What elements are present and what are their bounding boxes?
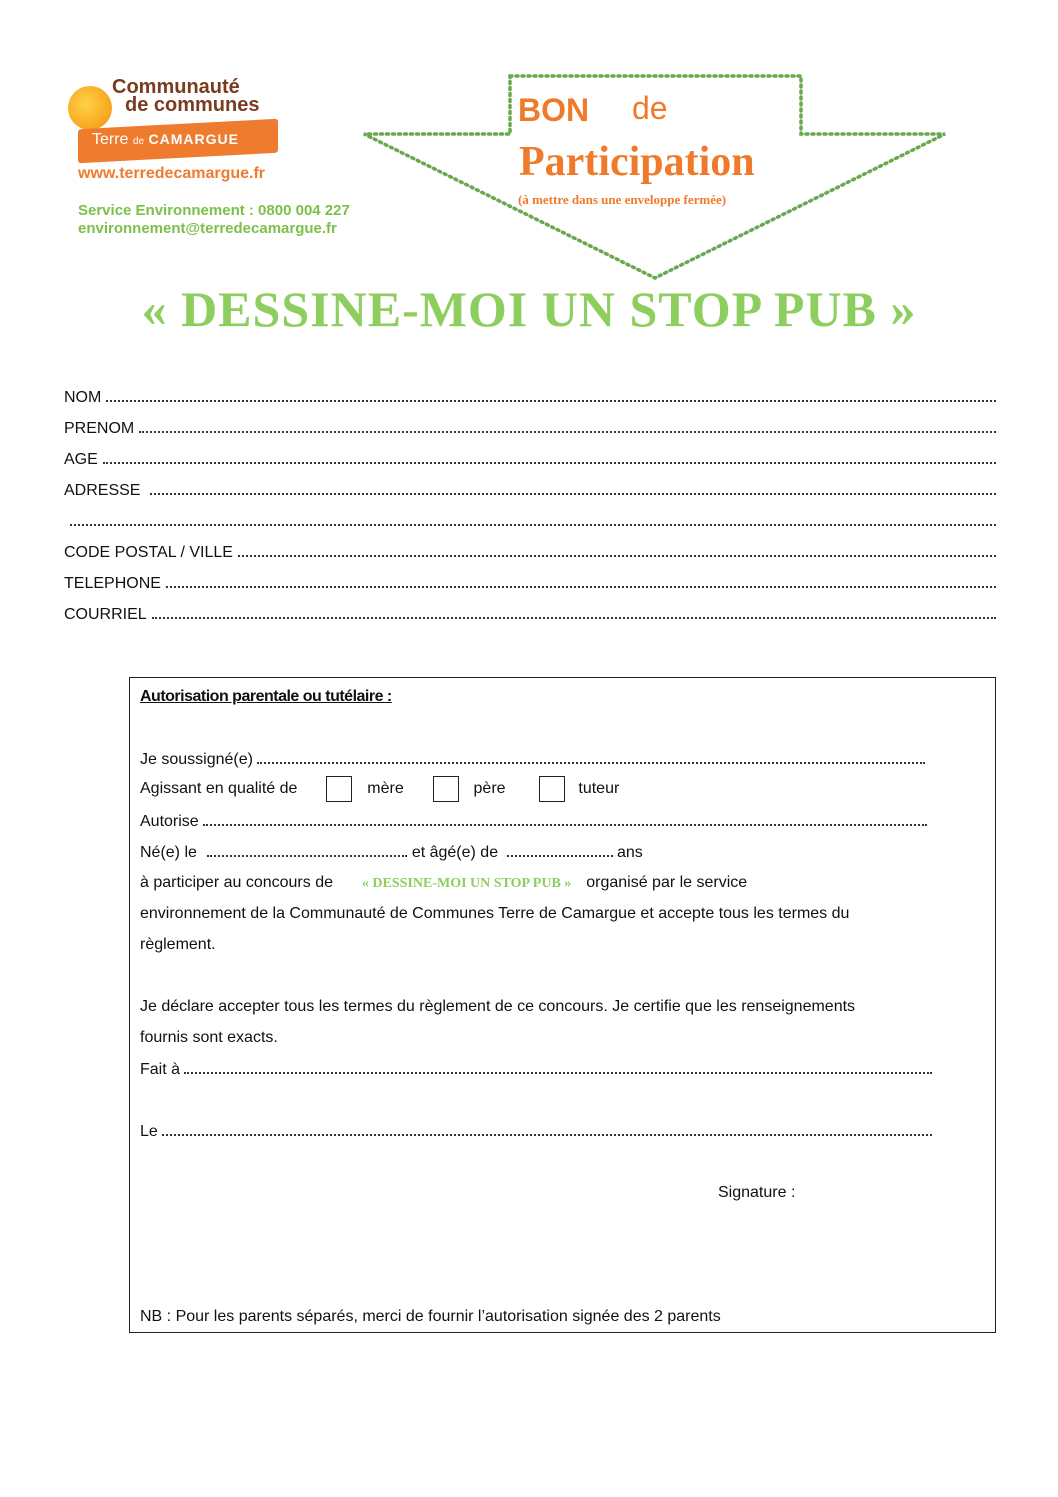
- qualite-line: [140, 776, 619, 802]
- telephone-input-line[interactable]: [166, 574, 996, 588]
- header-participation: Participation: [519, 139, 755, 185]
- header-bon: BON: [518, 92, 590, 128]
- naissance-line: [140, 843, 643, 862]
- declare-line-2: fournis sont exacts.: [140, 1029, 278, 1046]
- logo-line-1: Communauté: [112, 76, 240, 98]
- reglement-line: règlement.: [140, 936, 216, 953]
- organise-label: organisé par le service: [586, 874, 748, 891]
- courriel-field[interactable]: [64, 605, 996, 627]
- logo-band-de: de: [132, 136, 145, 147]
- age-de-input-line[interactable]: [507, 843, 613, 857]
- autorise-line[interactable]: [140, 812, 927, 831]
- agissant-label: Agissant en qualité de: [140, 780, 298, 798]
- adresse-label: ADRESSE: [64, 482, 141, 499]
- header-de: de: [632, 90, 668, 126]
- fait-a-input-line[interactable]: [184, 1060, 932, 1074]
- ans-label: ans: [617, 844, 643, 861]
- adresse-field[interactable]: [64, 481, 996, 503]
- ne-le-input-line[interactable]: [207, 843, 407, 857]
- logo-band-prefix: Terre: [92, 131, 129, 148]
- contest-name: « DESSINE-MOI UN STOP PUB »: [361, 876, 572, 891]
- le-input-line[interactable]: [162, 1122, 932, 1136]
- age-de-label: et âgé(e) de: [411, 844, 499, 861]
- logo-line-2: de communes: [125, 94, 260, 116]
- code-postal-label: CODE POSTAL / VILLE: [64, 544, 233, 561]
- pere-checkbox[interactable]: [433, 776, 459, 802]
- nom-label: NOM: [64, 389, 102, 406]
- page-title: « DESSINE-MOI UN STOP PUB »: [141, 281, 917, 337]
- pere-label: père: [473, 780, 506, 798]
- mere-checkbox[interactable]: [326, 776, 352, 802]
- logo-sun-icon: [68, 86, 112, 130]
- courriel-input-line[interactable]: [152, 605, 996, 619]
- ne-le-label: Né(e) le: [140, 844, 197, 861]
- header-note: (à mettre dans une enveloppe fermée): [518, 192, 727, 207]
- logo-band-name: CAMARGUE: [148, 131, 239, 147]
- prenom-input-line[interactable]: [139, 419, 996, 433]
- prenom-field[interactable]: [64, 419, 996, 441]
- environnement-line: environnement de la Communauté de Communes Terre de Camargue et accepte tous les termes du: [140, 905, 850, 922]
- tuteur-label: tuteur: [578, 780, 620, 798]
- fait-a-line[interactable]: [140, 1060, 932, 1079]
- prenom-label: PRENOM: [64, 420, 135, 437]
- autorise-input-line[interactable]: [203, 812, 927, 826]
- adresse-input-line[interactable]: [150, 481, 996, 495]
- soussigne-line[interactable]: [140, 750, 925, 769]
- nom-input-line[interactable]: [106, 388, 996, 402]
- tuteur-checkbox[interactable]: [539, 776, 565, 802]
- autorise-label: Autorise: [140, 813, 199, 830]
- declare-line-1: Je déclare accepter tous les termes du règlement de ce concours. Je certifie que les renseignements: [140, 998, 856, 1015]
- telephone-label: TELEPHONE: [64, 575, 161, 592]
- service-email[interactable]: environnement@terredecamargue.fr: [78, 220, 337, 237]
- nom-field[interactable]: [64, 388, 996, 410]
- le-label: Le: [140, 1123, 158, 1140]
- courriel-label: COURRIEL: [64, 606, 147, 623]
- adresse-field-2[interactable]: [70, 512, 996, 534]
- mere-label: mère: [367, 780, 404, 798]
- code-postal-input-line[interactable]: [238, 543, 996, 557]
- soussigne-input-line[interactable]: [257, 750, 925, 764]
- participer-label: à participer au concours de: [140, 874, 333, 891]
- website-link[interactable]: www.terredecamargue.fr: [78, 165, 266, 182]
- le-line[interactable]: [140, 1122, 932, 1141]
- participer-line: [140, 874, 747, 892]
- adresse-input-line-2[interactable]: [70, 512, 996, 526]
- fait-a-label: Fait à: [140, 1061, 181, 1078]
- telephone-field[interactable]: [64, 574, 996, 596]
- age-field[interactable]: [64, 450, 996, 472]
- age-label: AGE: [64, 451, 98, 468]
- nb-note: NB : Pour les parents séparés, merci de fournir l’autorisation signée des 2 parents: [140, 1308, 721, 1325]
- signature-label: Signature :: [718, 1184, 796, 1201]
- authorization-title: Autorisation parentale ou tutélaire :: [140, 688, 392, 705]
- soussigne-label: Je soussigné(e): [140, 751, 253, 768]
- service-phone: Service Environnement : 0800 004 227: [78, 202, 350, 219]
- service-contact: [78, 202, 350, 238]
- code-postal-field[interactable]: [64, 543, 996, 565]
- logo-band-text: [92, 131, 239, 149]
- age-input-line[interactable]: [103, 450, 996, 464]
